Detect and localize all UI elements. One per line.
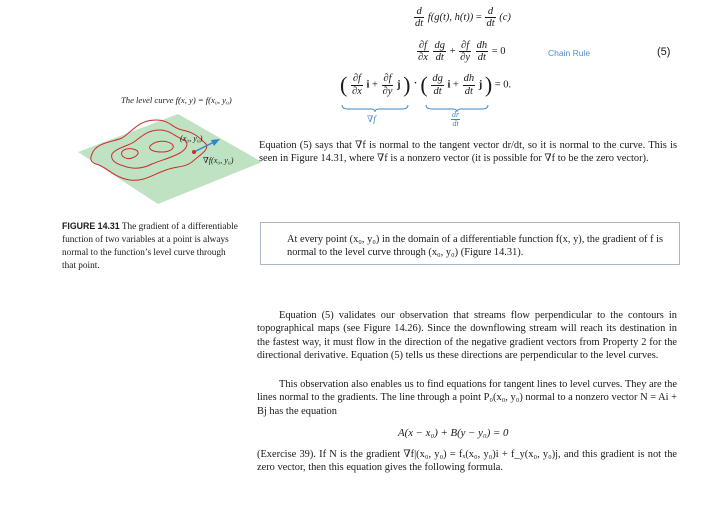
plane-region bbox=[78, 114, 262, 204]
d-numerator: d bbox=[414, 6, 424, 18]
plus-sign: + bbox=[449, 45, 456, 57]
underbrace-gradient bbox=[340, 104, 410, 112]
figure-number: FIGURE 14.31 bbox=[62, 221, 120, 231]
figure-caption bbox=[62, 220, 240, 273]
partial-f-x: ∂f bbox=[418, 40, 427, 51]
gradient-label: ∇f(x₀, y₀) bbox=[203, 156, 234, 165]
paragraph-exercise: (Exercise 39). If N is the gradient ∇f|(x₀, y₀) = fₓ(x₀, y₀)i + f_y(x₀, y₀)j, and this gradient is not the zero vector, then this equation gives the following formula. bbox=[257, 449, 677, 474]
partial-f-y: ∂f bbox=[461, 40, 470, 51]
dt-2: dt bbox=[477, 52, 486, 64]
equation-derivative-constant bbox=[413, 6, 511, 29]
equation-chain-rule bbox=[416, 40, 506, 63]
caption-text: The gradient of a differentiable function of two variables at a point is always normal to the function’s level curve through that point. bbox=[62, 222, 238, 271]
level-curve-figure bbox=[66, 108, 266, 223]
dt-denominator-rhs: dt bbox=[486, 18, 495, 30]
paragraph-streams: Equation (5) validates our observation that streams flow perpendicular to the contours in topographical maps (see Figure 14.26). Since the downflowing stream will reach its destination in the fastest way, it must flow in the direction of the negative gradient vectors from Property 2 for the directional derivative. Equation (5) tells us these directions are perpendicular to the level curves. bbox=[257, 310, 677, 362]
dt-denominator: dt bbox=[415, 18, 424, 30]
chain-rule-label: Chain Rule bbox=[548, 48, 591, 58]
grad-f-label: ∇f bbox=[367, 114, 376, 124]
constant-c: (c) bbox=[499, 11, 511, 23]
dt-1: dt bbox=[435, 52, 444, 64]
paragraph-tangent-lines: This observation also enables us to find equations for tangent lines to level curves. They are the lines normal to the gradients. The line through a point P₀(x₀, y₀) normal to a nonzero vector N = Ai + Bj has the equation bbox=[257, 379, 677, 417]
partial-x: ∂x bbox=[418, 52, 428, 64]
dh: dh bbox=[476, 40, 488, 51]
equation-number: (5) bbox=[657, 46, 671, 58]
tangent-line-equation: A(x − x₀) + B(y − y₀) = 0 bbox=[398, 427, 509, 439]
point-x0-y0 bbox=[192, 150, 196, 154]
equation-dot-product: ( $\frac{\partial f}{\partial x}$ i + $\frac{\partial f}{\partial y}$ j ) · ( $\frac{dg}{dt}$ i + $\frac{dh}{dt}$ j ) = 0. bbox=[340, 72, 512, 97]
equals-zero: = 0 bbox=[491, 45, 506, 57]
level-curve-label: The level curve f(x, y) = f(x₀, y₀) bbox=[121, 95, 232, 105]
unit-i: i bbox=[366, 79, 370, 91]
paragraph-normal-tangent: Equation (5) says that ∇f is normal to the tangent vector dr/dt, so it is normal to the curve. This is seen in Figure 14.31, where ∇f is a nonzero vector (it is possible for ∇f to be the zero vector). bbox=[259, 140, 677, 165]
composite-function: f(g(t), h(t)) bbox=[427, 11, 474, 23]
dot-operator: · bbox=[413, 76, 418, 92]
d-numerator-rhs: d bbox=[485, 6, 495, 18]
theorem-text: At every point (x₀, y₀) in the domain of a differentiable function f(x, y), the gradient of f is normal to the level curve through (x₀, y₀) (Figure 14.31). bbox=[287, 234, 664, 259]
theorem-box bbox=[260, 222, 680, 265]
dr-dt-label: $\frac{dr}{dt}$ bbox=[452, 110, 460, 129]
point-label: (x₀, y₀) bbox=[180, 134, 203, 143]
equals-zero-period: = 0. bbox=[494, 79, 512, 91]
partial-y: ∂y bbox=[460, 52, 471, 64]
equals-sign: = bbox=[475, 11, 482, 23]
dg: dg bbox=[434, 40, 445, 51]
unit-j: j bbox=[397, 79, 401, 91]
